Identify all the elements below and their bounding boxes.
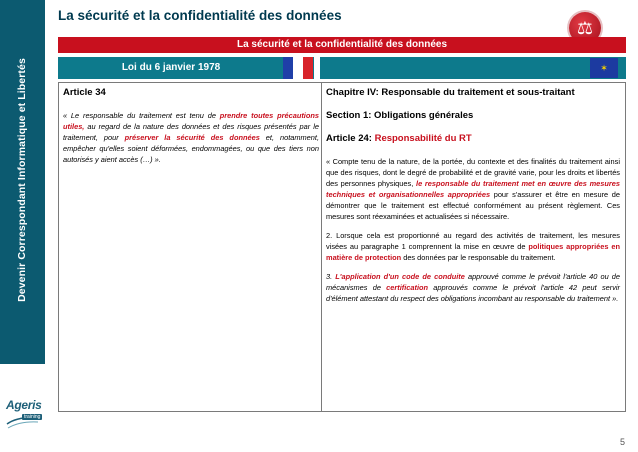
section-bar: La sécurité et la confidentialité des données	[58, 37, 626, 53]
french-flag-icon	[283, 57, 313, 79]
page-number: 5	[620, 437, 626, 447]
section-heading: Section 1: Obligations générales	[326, 110, 474, 121]
logo-tagline: training	[24, 414, 41, 420]
eu-law-bar	[320, 57, 626, 79]
column-divider	[321, 83, 322, 411]
right-column	[326, 87, 620, 312]
law-row	[58, 57, 626, 79]
article-24-heading: Article 24: Responsabilité du RT	[326, 133, 472, 144]
sidebar-vertical-title: Devenir Correspondant Informatique et Libertés	[16, 58, 28, 302]
page-title: La sécurité et la confidentialité des données	[58, 8, 342, 23]
law-label: Loi du 6 janvier 1978	[58, 57, 314, 79]
scales-of-justice-icon: ⚖	[569, 12, 601, 44]
sidebar	[0, 0, 45, 452]
chapter-heading: Chapitre IV: Responsable du traitement et sous-traitant	[326, 87, 575, 98]
content-table	[58, 82, 626, 412]
logo-name: Ageris	[6, 398, 42, 412]
article-34-text: « Le responsable du traitement est tenu de prendre toutes précautions utiles, au regard de la nature des données et des risques présentés par le traitement, pour préserver la sécurité des données et, notamment, empêcher qu'elles soient déformées, endommagées, ou que des tiers non autorisés y aient accès (…) ».	[63, 111, 319, 164]
article-24-paragraph-3: 3. L'application d'un code de conduite approuvé comme le prévoit l'article 40 ou de mécanismes de certification approuvés comme le prévoit l'article 42 peut servir d'élément attestant du respect des obligations incombant au responsable du traitement ».	[326, 272, 621, 303]
eu-flag-icon: ✶	[590, 58, 618, 78]
article-34-heading: Article 34	[63, 87, 106, 98]
left-column	[63, 87, 319, 173]
ageris-logo	[6, 398, 42, 420]
article-24-paragraph-2: 2. Lorsque cela est proportionné au regard des activités de traitement, les mesures visées au paragraphe 1 comprennent la mise en œuvre de politiques appropriées en matière de protection des données par le responsable du traitement.	[326, 231, 620, 262]
article-24-paragraph-1: « Compte tenu de la nature, de la portée, du contexte et des finalités du traitement ainsi que des risques, dont le degré de probabilité et de gravité varie, pour les droits et libertés des personnes physiques, le responsable du traitement met en œuvre des mesures techniques et organisationnelles appropriées pour s'assurer et être en mesure de démontrer que le traitement est effectué conformément au présent règlement. Ces mesures sont réexaminées et actualisées si nécessaire.	[326, 157, 620, 221]
